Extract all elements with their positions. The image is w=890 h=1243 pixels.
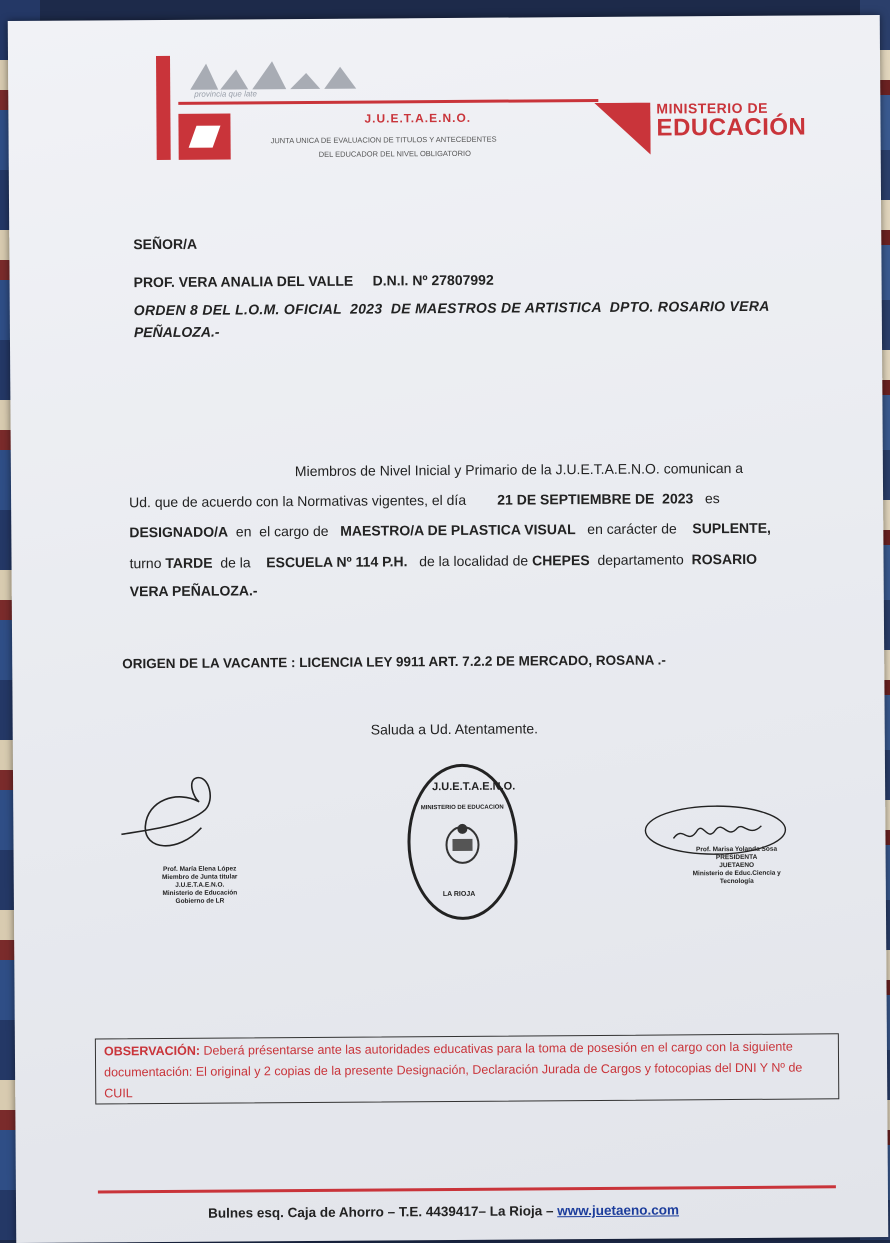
coat-of-arms-icon	[442, 821, 482, 865]
document-sheet	[8, 15, 889, 1243]
dni-label: D.N.I. Nº	[372, 272, 428, 289]
header-divider	[178, 99, 598, 105]
right-signatory-role2: JUETAENO	[719, 861, 755, 870]
brand-square-icon	[178, 114, 230, 160]
dni-value: 27807992	[431, 271, 494, 289]
body-p4d: departamento	[597, 551, 684, 568]
closing-greeting: Saluda a Ud. Atentamente.	[370, 720, 539, 738]
designated-label: DESIGNADO/A	[129, 523, 229, 541]
vacancy-origin: ORIGEN DE LA VACANTE : LICENCIA LEY 9911 ART. 7.2.2 DE MERCADO, ROSANA .-	[122, 652, 666, 672]
body-p3a: en el cargo de	[235, 522, 329, 540]
right-signatory-role1: PRESIDENTA	[715, 853, 758, 862]
departamento-value-1: ROSARIO	[691, 550, 757, 568]
order-line1: ORDEN 8 DEL L.O.M. OFICIAL 2023 DE MAESTROS DE ARTISTICA DPTO. ROSARIO VERA	[133, 297, 770, 319]
body-row4	[129, 550, 811, 571]
seal-top-text: J.U.E.T.A.E.N.O.	[432, 780, 516, 794]
left-signatory	[150, 865, 250, 906]
left-signatory-name: Prof. María Elena López	[162, 865, 237, 873]
body-p2b: es	[704, 490, 720, 507]
ministry-line1: MINISTERIO DE	[656, 99, 768, 117]
brand-square-inner	[189, 126, 221, 148]
left-signatory-role4: Gobierno de LR	[175, 897, 225, 905]
right-signatory	[682, 846, 792, 887]
footer-divider	[98, 1185, 836, 1193]
left-signatory-role1: Miembro de Junta titular	[161, 873, 238, 882]
ministry-triangle-icon	[594, 103, 650, 155]
official-seal	[407, 764, 518, 921]
recipient-name: PROF. VERA ANALIA DEL VALLE	[133, 272, 354, 291]
order-line2: PEÑALOZA.-	[133, 323, 220, 341]
seal-ring-text: MINISTERIO DE EDUCACION	[420, 804, 504, 812]
body-p4b: de la	[220, 554, 251, 571]
la-rioja-logo-icon	[190, 59, 360, 94]
localidad-value: CHEPES	[531, 552, 590, 569]
escuela-value: ESCUELA Nº 114 P.H.	[266, 553, 408, 571]
observation-label: OBSERVACIÓN:	[103, 1043, 201, 1059]
seal-bottom-text: LA RIOJA	[442, 890, 476, 899]
brand-tagline: provincia que late	[194, 89, 258, 99]
footer-website-link[interactable]: www.juetaeno.com	[557, 1202, 680, 1219]
institution-acronym: J.U.E.T.A.E.N.O.	[364, 110, 472, 126]
recipient-line	[134, 272, 494, 291]
ministry-line2: EDUCACIÓN	[656, 113, 807, 142]
right-signatory-name: Prof. Marisa Yolanda Sosa	[695, 845, 778, 854]
body-row3	[129, 519, 811, 540]
salutation: SEÑOR/A	[133, 235, 198, 253]
body-p4c: de la localidad de	[419, 552, 529, 570]
logo-red-bar	[156, 56, 171, 160]
designation-date: 21 DE SEPTIEMBRE DE 2023	[497, 490, 694, 508]
cargo-value: MAESTRO/A DE PLASTICA VISUAL	[340, 521, 576, 539]
left-signature-icon	[117, 769, 238, 860]
caracter-value: SUPLENTE,	[692, 519, 771, 537]
left-signatory-role2: J.U.E.T.A.E.N.O.	[175, 881, 225, 889]
institution-name-line2: DEL EDUCADOR DEL NIVEL OBLIGATORIO	[318, 148, 471, 159]
institution-name-line1: JUNTA UNICA DE EVALUACION DE TITULOS Y ANTECEDENTES	[270, 134, 497, 146]
body-row2	[129, 489, 811, 510]
body-p1: Miembros de Nivel Inicial y Primario de la J.U.E.T.A.E.N.O. comunican a	[294, 459, 744, 480]
body-p3b: en carácter de	[587, 520, 677, 538]
right-signatory-role3: Ministerio de Educ.Ciencia y Tecnología	[692, 869, 781, 886]
left-signatory-role3: Ministerio de Educación	[162, 889, 238, 897]
departamento-value-2: VERA PEÑALOZA.-	[129, 582, 258, 600]
observation-text: Deberá présentarse ante las autoridades educativas para la toma de posesión en el cargo con la siguiente documentación: El original y 2 copias de la presente Designación, Declaración Jurada de Cargos y fotocopias del DNI Y Nº de CUIL	[104, 1039, 803, 1101]
body-p4a: turno	[129, 554, 162, 572]
turno-value: TARDE	[165, 554, 213, 571]
footer-address: Bulnes esq. Caja de Ahorro – T.E. 4439417– La Rioja –	[208, 1203, 554, 1221]
footer	[208, 1202, 679, 1220]
observation-box	[95, 1033, 839, 1104]
body-p2a: Ud. que de acuerdo con la Normativas vigentes, el día	[129, 491, 467, 511]
